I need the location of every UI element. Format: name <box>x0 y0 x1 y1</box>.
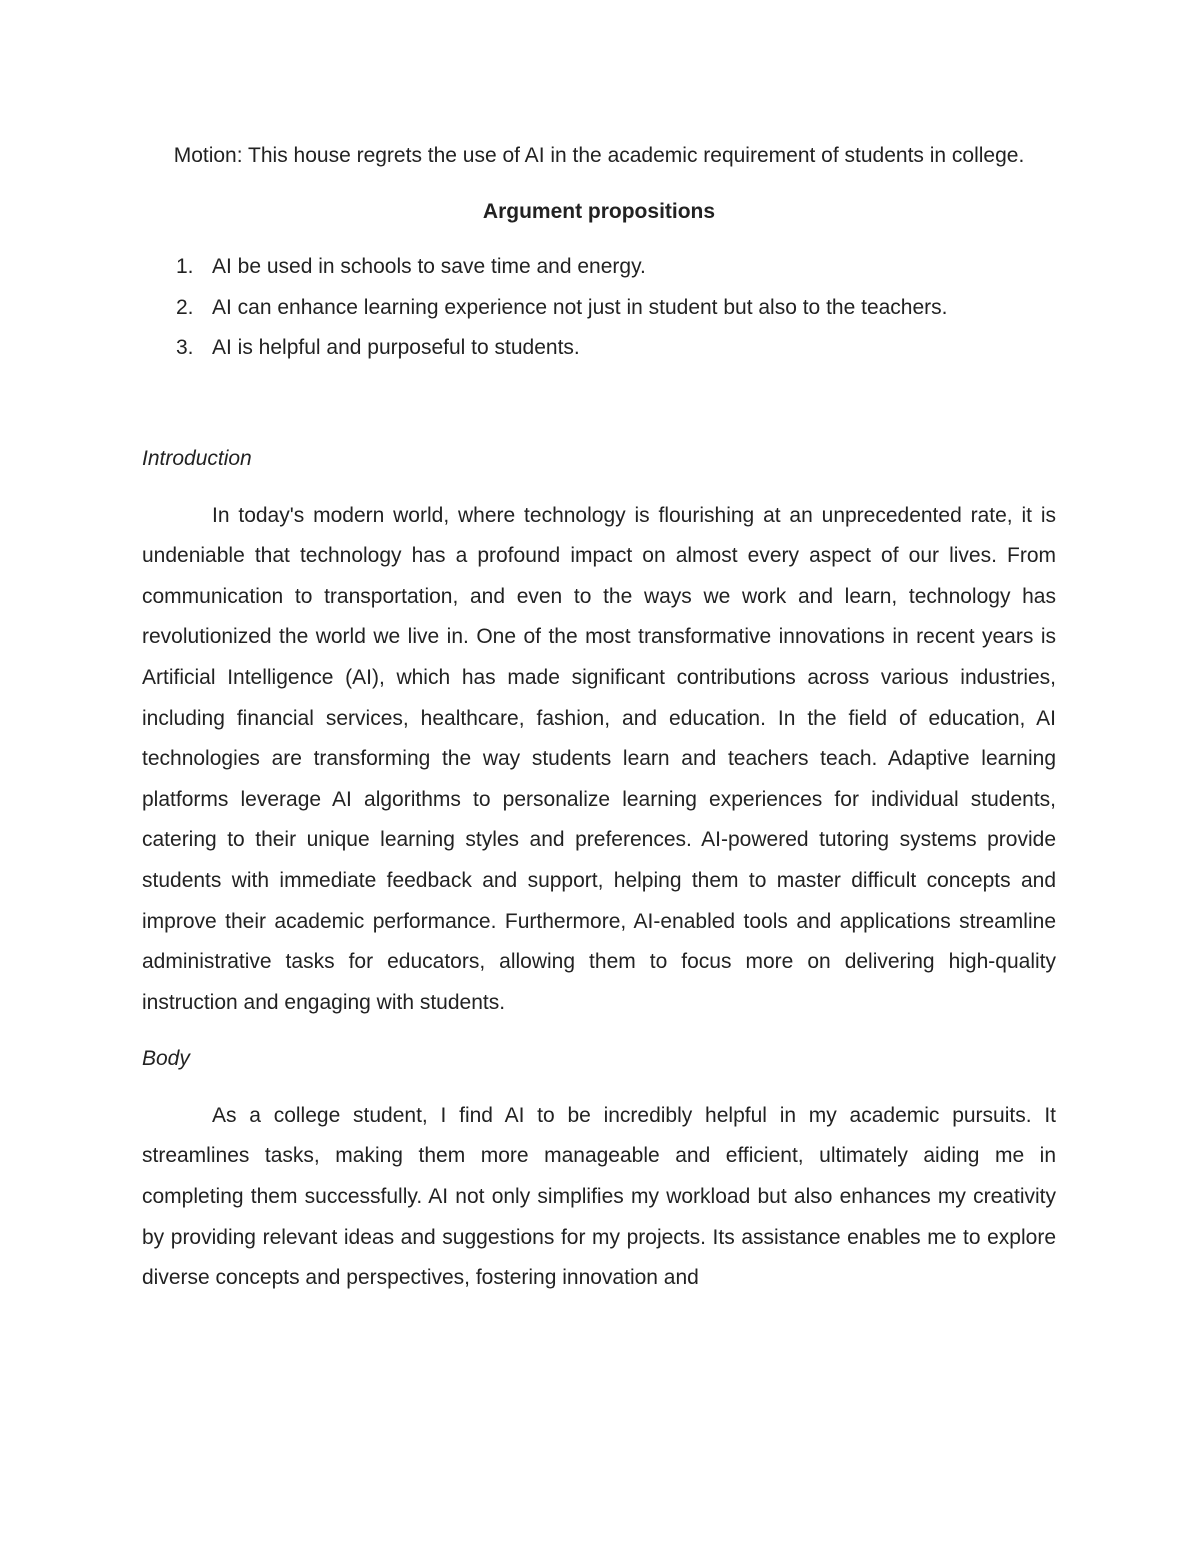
body-paragraph: As a college student, I find AI to be incredibly helpful in my academic pursuits. It streamlines tasks, making them more manageable and efficient, ultimately aiding me in completing them successfully. AI not only simplifies my workload but also enhances my creativity by providing relevant ideas and suggestions for my projects. Its assistance enables me to explore diverse concepts and perspectives, fostering innovation and <box>142 1103 1056 1290</box>
list-item-text: AI can enhance learning experience not just in student but also to the teachers. <box>212 295 948 319</box>
introduction-heading: Introduction <box>142 446 252 470</box>
document-content <box>142 136 1056 1299</box>
motion-title: Motion: This house regrets the use of AI in the academic requirement of students in college. <box>173 144 1025 167</box>
list-item-number: 3. <box>176 336 194 360</box>
list-item <box>142 328 1056 369</box>
list-item <box>142 288 1056 329</box>
list-item <box>142 247 1056 288</box>
list-item-number: 2. <box>176 295 194 319</box>
list-item-text: AI be used in schools to save time and energy. <box>212 255 646 279</box>
introduction-paragraph: In today's modern world, where technology is flourishing at an unprecedented rate, it is undeniable that technology has a profound impact on almost every aspect of our lives. From communication to transportation, and even to the ways we work and learn, technology has revolutionized the world we live in. One of the most transformative innovations in recent years is Artificial Intelligence (AI), which has made significant contributions across various industries, including financial services, healthcare, fashion, and education. In the field of education, AI technologies are transforming the way students learn and teachers teach. Adaptive learning platforms leverage AI algorithms to personalize learning experiences for individual students, catering to their unique learning styles and preferences. AI-powered tutoring systems provide students with immediate feedback and support, helping them to master difficult concepts and improve their academic performance. Furthermore, AI-enabled tools and applications streamline administrative tasks for educators, allowing them to focus more on delivering high-quality instruction and engaging with students. <box>142 503 1056 1014</box>
propositions-heading: Argument propositions <box>482 199 716 223</box>
list-item-number: 1. <box>176 255 194 279</box>
list-item-text: AI is helpful and purposeful to students. <box>212 336 580 360</box>
body-heading: Body <box>142 1047 190 1071</box>
propositions-list <box>142 247 1056 369</box>
